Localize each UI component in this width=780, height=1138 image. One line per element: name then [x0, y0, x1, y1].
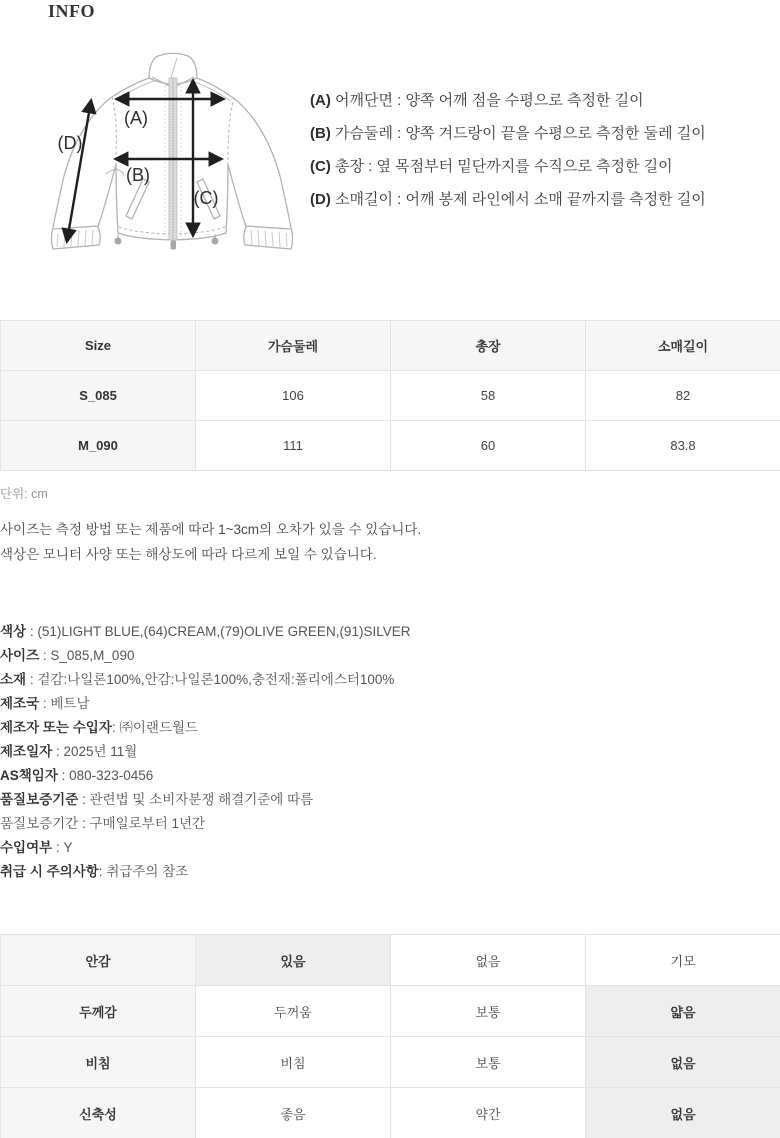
attribute-table: [0, 934, 780, 1138]
detail-separator: :: [78, 816, 90, 831]
size-table: [0, 320, 780, 471]
attr-option: 두꺼움: [196, 986, 391, 1037]
detail-label: 사이즈: [0, 648, 40, 663]
detail-separator: :: [111, 720, 120, 735]
detail-value: S_085,M_090: [50, 648, 135, 663]
measurement-desc-item: [310, 84, 706, 117]
attr-option: 비침: [196, 1037, 391, 1088]
detail-value: Y: [63, 840, 73, 855]
attr-option: 좋음: [196, 1088, 391, 1138]
attr-option: 약간: [391, 1088, 586, 1138]
detail-row-date: [0, 740, 410, 764]
detail-label: 수입여부: [0, 840, 53, 855]
measurement-desc-prefix: (C): [310, 158, 331, 175]
unit-note: 단위: cm: [0, 487, 48, 501]
detail-value: 080-323-0456: [69, 768, 154, 783]
detail-row-country: [0, 692, 410, 716]
attr-row-label: 두께감: [1, 986, 196, 1037]
detail-separator: :: [98, 864, 107, 879]
measurement-desc-prefix: (B): [310, 125, 331, 142]
size-table-header: 총장: [391, 321, 586, 371]
jacket-measurement-diagram: [48, 52, 293, 264]
attr-option: 보통: [391, 986, 586, 1037]
detail-row-warranty-standard: [0, 788, 410, 812]
diagram-label-d: (D): [57, 133, 83, 153]
detail-label: 소재: [0, 672, 27, 687]
attr-option: 기모: [586, 935, 780, 986]
measurement-desc-prefix: (D): [310, 191, 331, 208]
detail-separator: :: [52, 744, 64, 759]
detail-row-material: [0, 668, 410, 692]
diagram-label-c: (C): [193, 188, 219, 208]
detail-value: 베트남: [50, 696, 90, 711]
size-cell-chest: 111: [196, 421, 391, 471]
detail-separator: :: [39, 648, 51, 663]
diagram-label-b: (B): [126, 165, 150, 185]
attr-row-label: 안감: [1, 935, 196, 986]
detail-value: 관련법 및 소비자분쟁 해결기준에 따름: [89, 792, 314, 807]
detail-row-color: [0, 620, 410, 644]
detail-separator: :: [26, 624, 38, 639]
size-table-header: 소매길이: [586, 321, 780, 371]
attr-option-selected: 얇음: [586, 986, 780, 1037]
detail-label: 제조자 또는 수입자: [0, 720, 112, 735]
size-cell-chest: 106: [196, 371, 391, 421]
measurement-desc-text: 어깨단면 : 양쪽 어깨 점을 수평으로 측정한 길이: [330, 92, 644, 109]
detail-row-size: [0, 644, 410, 668]
detail-label: 색상: [0, 624, 27, 639]
detail-separator: :: [78, 792, 90, 807]
disclaimer-text: [0, 517, 421, 567]
measurement-desc-item: [310, 150, 706, 183]
detail-row-warranty-period: [0, 812, 410, 836]
attr-option-selected: 있음: [196, 935, 391, 986]
size-cell-sleeve: 83.8: [586, 421, 780, 471]
attr-row-label: 신축성: [1, 1088, 196, 1138]
attr-option: 보통: [391, 1037, 586, 1088]
detail-row-imported: [0, 836, 410, 860]
attr-option-selected: 없음: [586, 1037, 780, 1088]
detail-row-care: [0, 860, 410, 884]
measurement-desc-item: [310, 183, 706, 216]
attr-row-label: 비침: [1, 1037, 196, 1088]
size-row-label: S_085: [1, 371, 196, 421]
detail-label: 품질보증기준: [0, 792, 79, 807]
size-cell-length: 58: [391, 371, 586, 421]
measurement-desc-text: 소매길이 : 어깨 봉제 라인에서 소매 끝까지를 측정한 길이: [330, 191, 706, 208]
disclaimer-line: 사이즈는 측정 방법 또는 제품에 따라 1~3cm의 오차가 있을 수 있습니다.: [0, 522, 422, 537]
page-title: INFO: [48, 1, 95, 21]
product-details: [0, 620, 410, 884]
detail-value: 2025년 11월: [63, 744, 138, 759]
measurement-desc-text: 총장 : 옆 목점부터 밑단까지를 수직으로 측정한 길이: [330, 158, 673, 175]
attr-option: 없음: [391, 935, 586, 986]
detail-value: 겉감:나일론100%,안감:나일론100%,충전재:폴리에스터100%: [37, 672, 395, 687]
size-cell-length: 60: [391, 421, 586, 471]
disclaimer-line: 색상은 모니터 사양 또는 해상도에 따라 다르게 보일 수 있습니다.: [0, 547, 377, 562]
detail-value: 구매일로부터 1년간: [89, 816, 206, 831]
size-row-label: M_090: [1, 421, 196, 471]
diagram-label-a: (A): [124, 108, 148, 128]
detail-row-manufacturer: [0, 716, 410, 740]
measurement-desc-item: [310, 117, 706, 150]
detail-value: (51)LIGHT BLUE,(64)CREAM,(79)OLIVE GREEN,(91)SILVER: [37, 624, 411, 639]
measurement-desc-text: 가슴둘레 : 양쪽 겨드랑이 끝을 수평으로 측정한 둘레 길이: [330, 125, 706, 142]
detail-separator: :: [26, 672, 38, 687]
detail-separator: :: [57, 768, 70, 783]
detail-label: 제조국: [0, 696, 40, 711]
attr-option-selected: 없음: [586, 1088, 780, 1138]
detail-label: 취급 시 주의사항: [0, 864, 99, 879]
detail-value: ㈜이랜드월드: [119, 720, 199, 735]
detail-value: 취급주의 참조: [106, 864, 189, 879]
detail-separator: :: [52, 840, 64, 855]
detail-row-as-contact: [0, 764, 410, 788]
detail-label: 품질보증기간: [0, 816, 79, 831]
detail-label: 제조일자: [0, 744, 53, 759]
detail-separator: :: [39, 696, 51, 711]
size-table-header: Size: [1, 321, 196, 371]
size-table-header: 가슴둘레: [196, 321, 391, 371]
measurement-descriptions: [310, 84, 706, 216]
measurement-desc-prefix: (A): [310, 92, 331, 109]
size-cell-sleeve: 82: [586, 371, 780, 421]
detail-label: AS책임자: [0, 768, 58, 783]
